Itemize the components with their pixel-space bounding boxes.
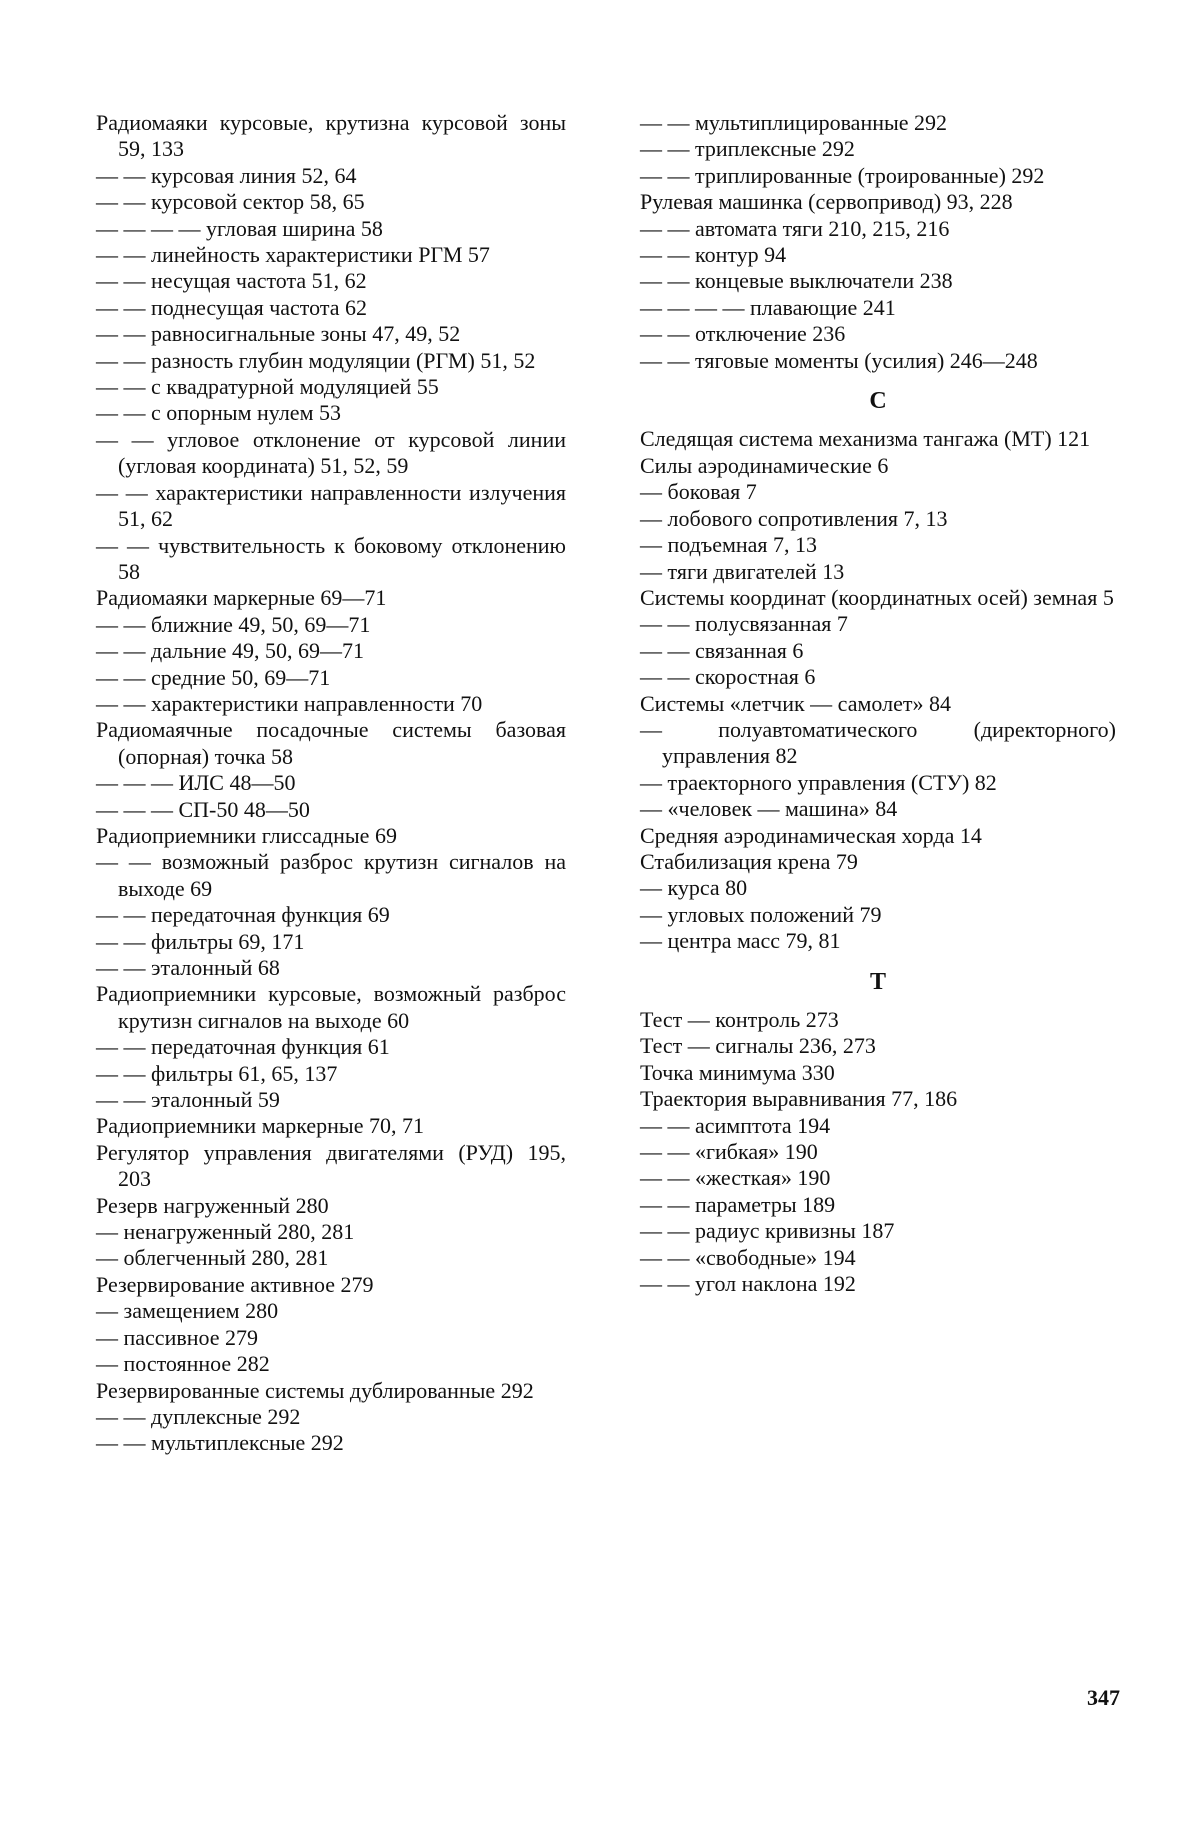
index-entry: — ненагруженный 280, 281 — [96, 1219, 355, 1245]
index-entry: Регулятор управления двигателями (РУД) 195, 203 — [96, 1139, 566, 1192]
index-entry: — тяги двигателей 13 — [640, 558, 845, 584]
index-entry: — замещением 280 — [96, 1298, 279, 1324]
index-entry: — — эталонный 59 — [96, 1087, 280, 1113]
index-entry: — — полусвязанная 7 — [640, 611, 848, 637]
index-entry: — — радиус кривизны 187 — [640, 1218, 895, 1244]
index-entry: Рулевая машинка (сервопривод) 93, 228 — [640, 189, 1013, 215]
index-entry: Резервированные системы дублированные 292 — [96, 1377, 534, 1403]
index-entry: — — — ИЛС 48—50 — [96, 770, 296, 796]
index-entry: — — эталонный 68 — [96, 955, 280, 980]
index-entry: — — угловое отклонение от курсовой линии (угловая координата) 51, 52, 59 — [96, 426, 566, 479]
index-entry: — пассивное 279 — [96, 1324, 259, 1350]
index-column-left — [96, 110, 566, 1457]
index-entry: — — поднесущая частота 62 — [96, 294, 367, 320]
index-entry: Следящая система механизма тангажа (МТ) 121 — [640, 426, 1091, 452]
index-entry: Резервирование активное 279 — [96, 1271, 374, 1297]
index-entry: — — триплированные (троированные) 292 — [640, 162, 1045, 188]
index-entry: — — — — плавающие 241 — [640, 294, 896, 320]
page-number: 347 — [1087, 1685, 1120, 1710]
index-column-right — [640, 110, 1116, 1297]
index-entry: Радиомаячные посадочные системы базовая (опорная) точка 58 — [96, 717, 566, 769]
index-entry: Тест — сигналы 236, 273 — [640, 1033, 876, 1059]
index-entry: Средняя аэродинамическая хорда 14 — [640, 822, 982, 848]
index-entry: — — параметры 189 — [640, 1191, 836, 1217]
index-entry: — угловых положений 79 — [640, 901, 882, 927]
index-entry: Силы аэродинамические 6 — [640, 452, 889, 478]
index-entry: — — угол наклона 192 — [640, 1271, 856, 1297]
index-entry: — — чувствительность к боковому отклонению 58 — [96, 532, 566, 584]
index-entry: Тест — контроль 273 — [640, 1007, 839, 1032]
index-entry: — — передаточная функция 61 — [96, 1034, 390, 1060]
index-entry: — — разность глубин модуляции (РГМ) 51, 52 — [96, 347, 536, 373]
index-entry: — полуавтоматического (директорного) управления 82 — [640, 716, 1116, 769]
index-entry: — — триплексные 292 — [640, 136, 855, 162]
index-entry: Системы координат (координатных осей) земная 5 — [640, 584, 1114, 610]
index-entry: — постоянное 282 — [96, 1351, 270, 1377]
index-entry: Радиоприемники глиссадные 69 — [96, 822, 397, 848]
index-entry: — — характеристики направленности 70 — [96, 690, 483, 716]
index-entries-t — [640, 1007, 1116, 1297]
index-entry: — — курсовой сектор 58, 65 — [96, 189, 365, 215]
index-entry: Системы «летчик — самолет» 84 — [640, 690, 951, 716]
index-entry: — — линейность характеристики РГМ 57 — [96, 242, 490, 268]
index-entry: — — фильтры 69, 171 — [96, 928, 305, 954]
index-entry: — — — СП-50 48—50 — [96, 796, 310, 822]
index-entry: — центра масс 79, 81 — [640, 928, 841, 954]
index-entry: — — дуплексные 292 — [96, 1403, 301, 1429]
index-entry: — — мультиплексные 292 — [96, 1430, 344, 1456]
index-entry: — лобового сопротивления 7, 13 — [640, 505, 948, 531]
index-entry: — — автомата тяги 210, 215, 216 — [640, 215, 950, 241]
index-entry: — курса 80 — [640, 875, 748, 901]
index-entry: Резерв нагруженный 280 — [96, 1192, 329, 1218]
index-entry: — облегченный 280, 281 — [96, 1245, 329, 1271]
index-entry: — траекторного управления (СТУ) 82 — [640, 769, 997, 795]
index-entry: — — «свободные» 194 — [640, 1244, 856, 1270]
index-entry: — боковая 7 — [640, 479, 757, 505]
index-entry: Стабилизация крена 79 — [640, 848, 858, 874]
index-entry: — — тяговые моменты (усилия) 246—248 — [640, 347, 1038, 373]
index-entry: — — дальние 49, 50, 69—71 — [96, 638, 364, 664]
index-entry: — — с квадратурной модуляцией 55 — [96, 374, 439, 400]
index-entry: — — контур 94 — [640, 242, 787, 268]
index-entry: Радиоприемники маркерные 70, 71 — [96, 1113, 424, 1139]
index-entry: Радиомаяки маркерные 69—71 — [96, 585, 387, 611]
index-entry: — — курсовая линия 52, 64 — [96, 162, 357, 188]
index-entry: — — отключение 236 — [640, 321, 846, 347]
index-entry: Точка минимума 330 — [640, 1059, 835, 1085]
index-entry: — — связанная 6 — [640, 637, 804, 663]
index-entry: Траектория выравнивания 77, 186 — [640, 1086, 958, 1112]
index-entry: — — «жесткая» 190 — [640, 1165, 831, 1191]
index-entries-s — [640, 426, 1116, 954]
index-entry: — — возможный разброс крутизн сигналов на выходе 69 — [96, 849, 566, 901]
index-entry: — — ближние 49, 50, 69—71 — [96, 611, 371, 637]
index-entry: Радиоприемники курсовые, возможный разброс крутизн сигналов на выходе 60 — [96, 981, 566, 1033]
index-entry: — — скоростная 6 — [640, 664, 816, 690]
letter-heading-t: Т — [869, 968, 886, 995]
index-entry: — подъемная 7, 13 — [640, 532, 818, 558]
index-entry: — — равносигнальные зоны 47, 49, 52 — [96, 321, 461, 347]
index-entry: — — средние 50, 69—71 — [96, 664, 331, 690]
index-entry: — — концевые выключатели 238 — [640, 268, 953, 294]
index-entry: — «человек — машина» 84 — [640, 796, 898, 822]
index-entry: Радиомаяки курсовые, крутизна курсовой зоны 59, 133 — [96, 110, 566, 162]
index-entry: — — несущая частота 51, 62 — [96, 268, 367, 294]
index-entry: — — характеристики направленности излучения 51, 62 — [96, 479, 566, 532]
letter-heading-s: С — [869, 388, 887, 415]
index-entry: — — передаточная функция 69 — [96, 902, 390, 928]
index-entry: — — — — угловая ширина 58 — [96, 215, 383, 241]
index-entry: — — асимптота 194 — [640, 1112, 831, 1138]
index-entry: — — фильтры 61, 65, 137 — [96, 1060, 338, 1086]
index-entry: — — с опорным нулем 53 — [96, 400, 341, 426]
index-entries-continued — [640, 110, 1116, 374]
index-entry: — — мультиплицированные 292 — [640, 110, 948, 135]
index-entry: — — «гибкая» 190 — [640, 1139, 818, 1165]
